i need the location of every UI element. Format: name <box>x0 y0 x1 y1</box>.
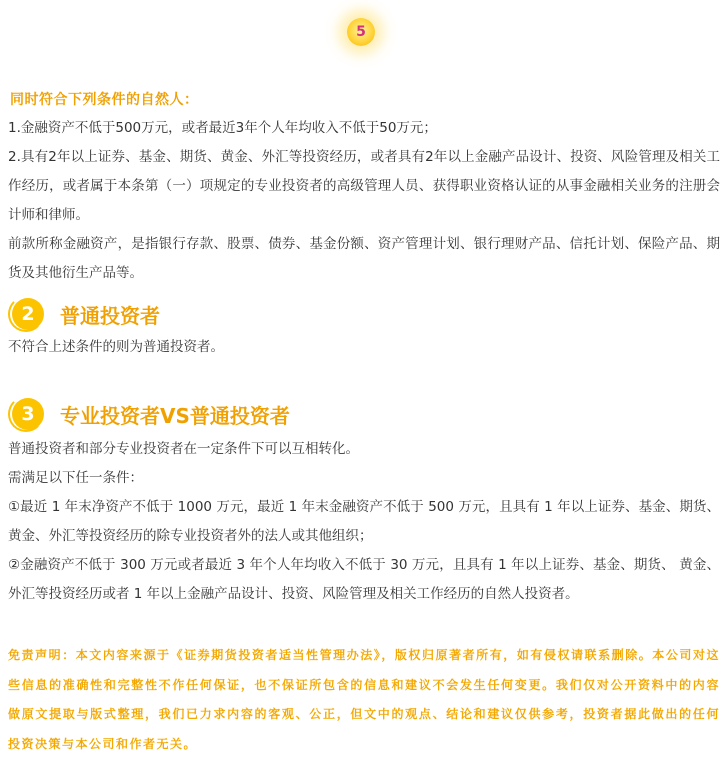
condition-item-1: 1.金融资产不低于500万元，或者最近3年个人年均收入不低于50万元； <box>8 120 437 136</box>
section-number-badge <box>323 2 403 64</box>
section-2-title: 普通投资者 <box>60 304 160 328</box>
natural-person-heading: 同时符合下列条件的自然人： <box>10 92 199 108</box>
section-3-condition-2: ②金融资产不低于 300 万元或者最近 3 年个人年均收入不低于 30 万元，且具有 1 年以上证券、基金、期货、 黄金、外汇等投资经历或者 1 年以上金融产品设计、投资、风险管理及相关工作经历的自然人投资者。 <box>8 557 720 602</box>
section-3-intro: 普通投资者和部分专业投资者在一定条件下可以互相转化。 <box>8 441 359 457</box>
section-3-condition: 需满足以下任一条件： <box>8 470 143 486</box>
section-3-number: 3 <box>12 398 44 430</box>
section-2-text: 不符合上述条件的则为普通投资者。 <box>8 339 224 355</box>
section-3-condition-1: ①最近 1 年末净资产不低于 1000 万元，最近 1 年末金融资产不低于 500 万元，且具有 1 年以上证券、基金、期货、黄金、外汇等投资经历的除专业投资者外的法人或其他组织； <box>8 499 720 544</box>
section-3-number-icon <box>8 396 48 432</box>
financial-assets-note: 前款所称金融资产，是指银行存款、股票、债券、基金份额、资产管理计划、银行理财产品、信托计划、保险产品、期货及其他衍生产品等。 <box>8 236 720 281</box>
section-2-number-icon <box>8 296 48 332</box>
condition-item-2: 2.具有2年以上证券、基金、期货、黄金、外汇等投资经历，或者具有2年以上金融产品设计、投资、风险管理及相关工作经历，或者属于本条第（一）项规定的专业投资者的高级管理人员、获得职业资格认证的从事金融相关业务的注册会计师和律师。 <box>8 149 720 223</box>
disclaimer: 免责声明：本文内容来源于《证券期货投资者适当性管理办法》，版权归原著者所有，如有侵权请联系删除。本公司对这些信息的准确性和完整性不作任何保证，也不保证所包含的信息和建议不会发生任何变更。我们仅对公开资料中的内容做原文提取与版式整理，我们已力求内容的客观、公正，但文中的观点、结论和建议仅供参考，投资者据此做出的任何投资决策与本公司和作者无关。 <box>8 648 720 751</box>
section-2-number: 2 <box>12 298 44 330</box>
section-3-title: 专业投资者VS普通投资者 <box>60 404 290 428</box>
badge-number: 5 <box>347 18 375 46</box>
